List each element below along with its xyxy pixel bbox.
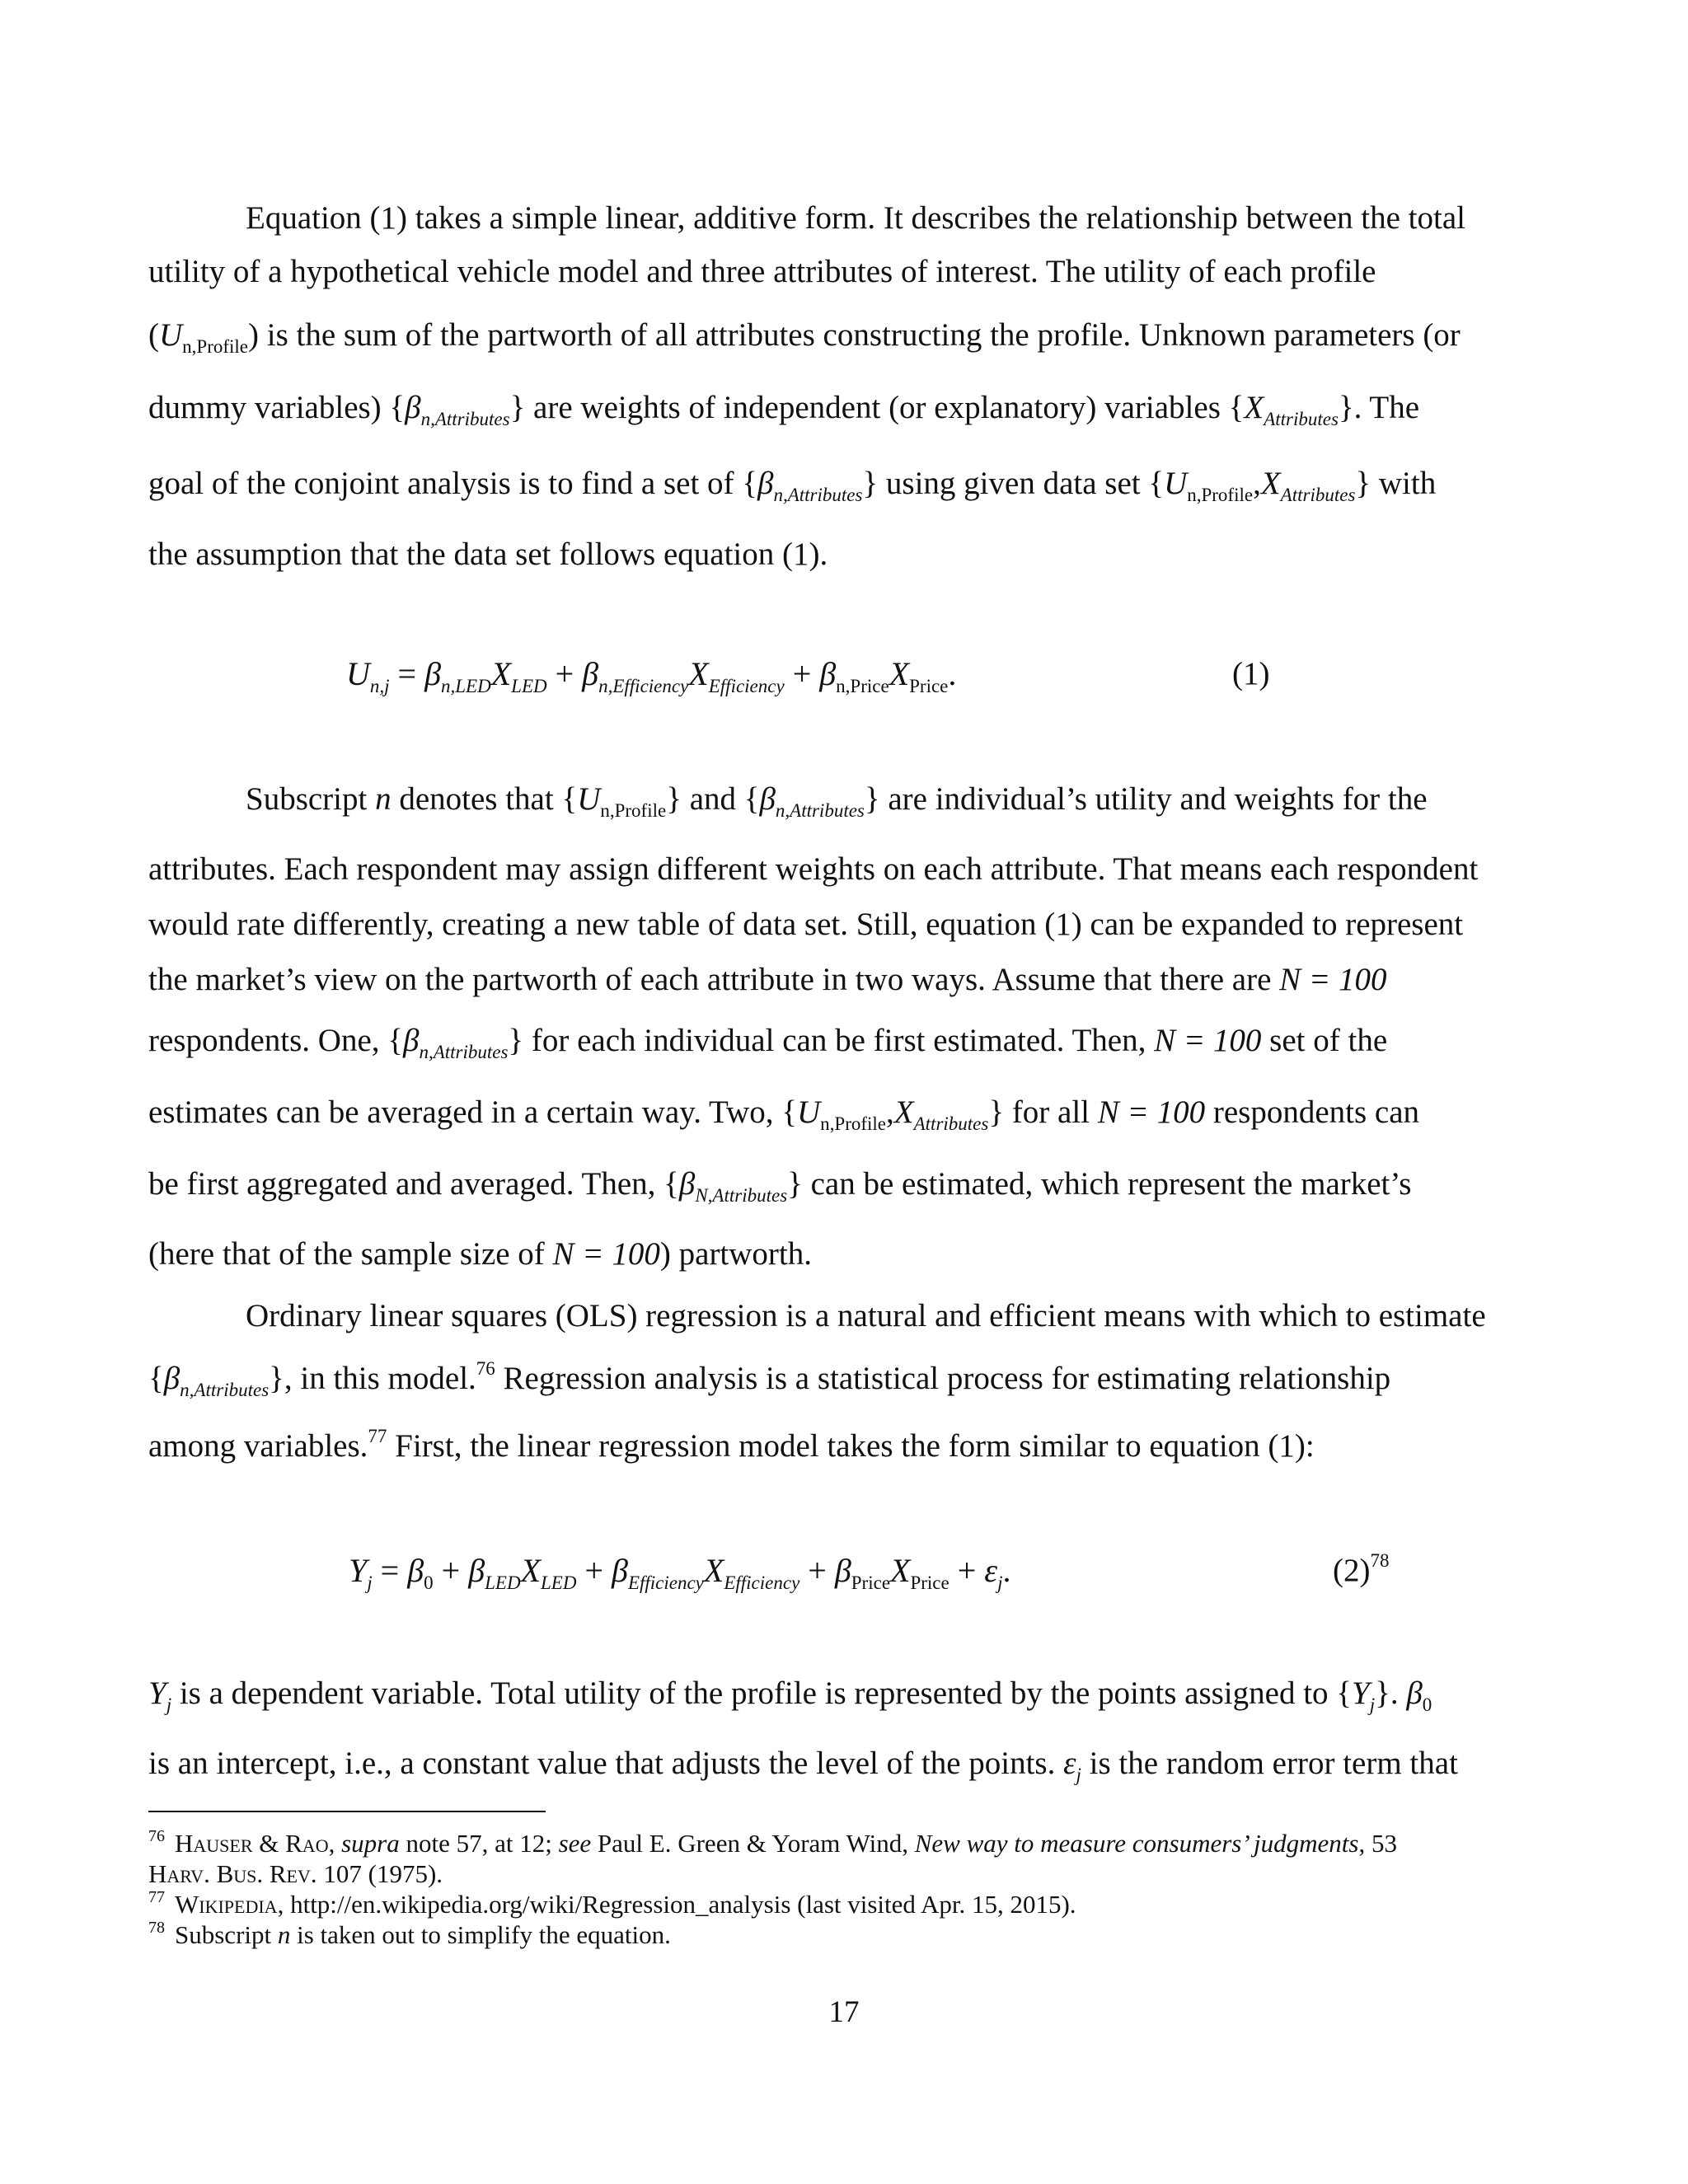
math-subscript: Price xyxy=(909,676,949,696)
paragraph-line xyxy=(148,1673,1541,1714)
paragraph-line xyxy=(148,849,1541,890)
math-symbol: ε xyxy=(984,1552,998,1589)
text: is a dependent variable. Total utility of the profile is represented by the points assigned to { xyxy=(171,1675,1353,1711)
math-subscript: n,LED xyxy=(441,676,491,696)
text: } are individual’s utility and weights for the xyxy=(864,781,1428,817)
footnote-marker: 78 xyxy=(148,1919,165,1937)
paragraph-line xyxy=(148,251,1541,293)
footnote-76-continued xyxy=(148,1858,1550,1889)
text: the assumption that the data set follows equation (1). xyxy=(148,537,828,572)
text: ) partworth. xyxy=(659,1236,812,1272)
math-subscript: LED xyxy=(511,676,547,696)
footnote-78 xyxy=(148,1919,1550,1950)
text: note 57, at 12; xyxy=(399,1829,559,1858)
math-subscript: LED xyxy=(485,1572,521,1593)
math-subscript: n,Attributes xyxy=(180,1380,270,1400)
math-subscript: Efficiency xyxy=(627,1572,704,1593)
math-expression: N = 100 xyxy=(1279,962,1387,997)
link-text[interactable]: , http://en.wikipedia.org/wiki/Regression_analysis (last visited Apr. 15, 2015). xyxy=(277,1890,1076,1919)
math-subscript: LED xyxy=(541,1572,577,1593)
text: Wikipedia xyxy=(175,1890,278,1919)
math-operator: + xyxy=(957,1552,977,1589)
math-operator: + xyxy=(555,655,574,692)
footnote-76 xyxy=(148,1828,1550,1858)
text: supra xyxy=(335,1829,400,1858)
text: }. The xyxy=(1338,390,1420,425)
math-symbol: X xyxy=(889,655,910,692)
text: Equation (1) takes a simple linear, additive form. It describes the relationship between the total xyxy=(246,200,1465,236)
math-symbol: β xyxy=(759,781,776,817)
math-punctuation: . xyxy=(1002,1552,1011,1589)
text: (here that of the sample size of xyxy=(148,1236,553,1272)
math-subscript: N,Attributes xyxy=(695,1185,788,1206)
paragraph-line xyxy=(148,1092,1541,1133)
footnote-reference[interactable]: 76 xyxy=(476,1358,495,1379)
text: would rate differently, creating a new table of data set. Still, equation (1) can be expanded to represent xyxy=(148,907,1464,942)
text: } can be estimated, which represent the market’s xyxy=(787,1166,1412,1202)
math-symbol: X xyxy=(893,1094,914,1130)
text: } with xyxy=(1355,466,1437,501)
text: (2) xyxy=(1333,1553,1371,1588)
text: Regression analysis is a statistical process for estimating relationship xyxy=(495,1361,1391,1396)
math-symbol: β xyxy=(757,466,774,501)
text: goal of the conjoint analysis is to find a set of { xyxy=(148,466,758,501)
math-symbol: β xyxy=(424,655,442,692)
math-expression: N = 100 xyxy=(1154,1023,1262,1058)
text: set of the xyxy=(1261,1023,1388,1058)
math-operator: + xyxy=(441,1552,461,1589)
footnote-reference[interactable]: 78 xyxy=(1370,1550,1390,1571)
text: respondents. One, { xyxy=(148,1023,403,1058)
math-subscript: j xyxy=(166,1694,172,1715)
text: ) is the sum of the partworth of all attributes constructing the profile. Unknown parameters (or xyxy=(248,317,1461,353)
math-symbol: U xyxy=(346,655,370,692)
math-symbol: X xyxy=(1260,466,1281,501)
page-number xyxy=(0,1994,1688,2031)
math-expression: N = 100 xyxy=(1097,1094,1206,1130)
equation-1 xyxy=(346,651,956,697)
math-subscript: j xyxy=(367,1572,373,1593)
math-symbol: β xyxy=(612,1552,628,1589)
math-symbol: Y xyxy=(1352,1675,1370,1711)
math-subscript: Attributes xyxy=(1280,485,1356,505)
text: is taken out to simplify the equation. xyxy=(290,1920,671,1949)
equation-number xyxy=(1333,1548,1389,1594)
text: respondents can xyxy=(1205,1094,1420,1130)
math-subscript: Efficiency xyxy=(724,1572,800,1593)
math-subscript: n,Profile xyxy=(1187,485,1254,505)
math-symbol: Y xyxy=(148,1675,166,1711)
math-subscript: n,Attributes xyxy=(419,1042,509,1062)
math-subscript: n,Efficiency xyxy=(598,676,689,696)
text: }. xyxy=(1375,1675,1407,1711)
text: see xyxy=(558,1829,592,1858)
math-symbol: β xyxy=(678,1166,696,1202)
paragraph-line xyxy=(148,315,1541,356)
math-operator: + xyxy=(584,1552,604,1589)
paragraph-line xyxy=(148,463,1541,504)
text: 107 (1975). xyxy=(316,1859,443,1888)
text: , 53 xyxy=(1358,1829,1397,1858)
text: denotes that { xyxy=(391,781,578,817)
text: Subscript xyxy=(175,1920,278,1949)
text: }, in this model. xyxy=(269,1361,476,1396)
math-subscript: j xyxy=(1076,1765,1081,1785)
math-subscript: 0 xyxy=(424,1572,434,1593)
math-symbol: β xyxy=(163,1361,181,1396)
text: utility of a hypothetical vehicle model and three attributes of interest. The utility of each profile xyxy=(148,254,1376,289)
text: is the random error term that xyxy=(1081,1746,1458,1781)
math-subscript: n,Price xyxy=(836,676,889,696)
text: attributes. Each respondent may assign different weights on each attribute. That means each respondent xyxy=(148,851,1479,887)
math-operator: = xyxy=(380,1552,400,1589)
text: Harv. Bus. Rev. xyxy=(148,1859,317,1888)
math-symbol: X xyxy=(688,655,709,692)
text: Subscript xyxy=(246,781,376,817)
paragraph-line xyxy=(246,198,1541,239)
text: Paul E. Green & Yoram Wind, xyxy=(591,1829,915,1858)
math-subscript: Attributes xyxy=(913,1113,989,1134)
footnote-separator xyxy=(148,1811,546,1812)
math-symbol: Y xyxy=(349,1552,368,1589)
math-symbol: β xyxy=(819,655,837,692)
math-subscript: n,Attributes xyxy=(773,485,863,505)
text: among variables. xyxy=(148,1428,368,1464)
text: } are weights of independent (or explanatory) variables { xyxy=(509,390,1245,425)
math-symbol: β xyxy=(407,1552,424,1589)
math-symbol: β xyxy=(403,1023,420,1058)
paragraph-line xyxy=(148,1164,1541,1205)
math-punctuation: . xyxy=(948,655,957,692)
paragraph-line xyxy=(148,387,1541,429)
footnote-marker: 77 xyxy=(148,1888,165,1906)
text: , xyxy=(886,1094,894,1130)
paragraph-line xyxy=(246,1296,1541,1337)
text: ( xyxy=(148,317,159,353)
text: 17 xyxy=(828,1995,860,2029)
math-symbol: X xyxy=(490,655,512,692)
text: be first aggregated and averaged. Then, { xyxy=(148,1166,679,1202)
math-symbol: n xyxy=(375,781,392,817)
math-subscript: n,Attributes xyxy=(420,409,510,429)
math-symbol: X xyxy=(703,1552,724,1589)
math-subscript: Price xyxy=(910,1572,950,1593)
math-symbol: X xyxy=(520,1552,541,1589)
paragraph-line xyxy=(246,779,1541,820)
math-subscript: n,j xyxy=(369,676,390,696)
text: } for all xyxy=(988,1094,1098,1130)
math-expression: N = 100 xyxy=(552,1236,660,1272)
math-symbol: ε xyxy=(1063,1746,1076,1781)
text: First, the linear regression model takes the form similar to equation (1): xyxy=(387,1428,1315,1464)
math-subscript: Attributes xyxy=(1264,409,1339,429)
text: Hauser & Rao, xyxy=(175,1829,335,1858)
text: } using given data set { xyxy=(862,466,1165,501)
paragraph-line xyxy=(148,1234,1541,1275)
paragraph-line xyxy=(148,1743,1541,1784)
paragraph-line xyxy=(148,1020,1541,1062)
math-subscript: n,Profile xyxy=(820,1113,887,1134)
equation-2 xyxy=(349,1548,1010,1594)
text: } for each individual can be first estimated. Then, xyxy=(508,1023,1155,1058)
math-operator: = xyxy=(397,655,417,692)
paragraph-line xyxy=(148,959,1541,1001)
text: estimates can be averaged in a certain way. Two, { xyxy=(148,1094,797,1130)
paragraph-line xyxy=(148,904,1541,945)
math-symbol: U xyxy=(1164,466,1188,501)
math-symbol: X xyxy=(1244,390,1264,425)
math-symbol: X xyxy=(890,1552,911,1589)
math-operator: + xyxy=(808,1552,827,1589)
math-subscript: j xyxy=(997,1572,1003,1593)
math-subscript: 0 xyxy=(1422,1694,1432,1715)
math-subscript: n,Attributes xyxy=(775,800,865,821)
text: New way to measure consumers’ judgments xyxy=(914,1829,1359,1858)
text: Ordinary linear squares (OLS) regression is a natural and efficient means with which to estimate xyxy=(246,1298,1486,1333)
math-subscript: Price xyxy=(851,1572,891,1593)
text: { xyxy=(148,1361,164,1396)
math-operator: + xyxy=(792,655,812,692)
paragraph-line xyxy=(148,534,1541,575)
math-symbol: U xyxy=(797,1094,821,1130)
paragraph-line xyxy=(148,1358,1541,1399)
text: dummy variables) { xyxy=(148,390,406,425)
footnote-marker: 76 xyxy=(148,1827,165,1845)
math-subscript: j xyxy=(1369,1694,1376,1715)
footnote-77 xyxy=(148,1889,1550,1919)
math-subscript: Efficiency xyxy=(708,676,785,696)
math-symbol: β xyxy=(1406,1675,1423,1711)
math-symbol: U xyxy=(577,781,601,817)
text: n xyxy=(277,1920,291,1949)
text: the market’s view on the partworth of each attribute in two ways. Assume that there are xyxy=(148,962,1280,997)
math-symbol: U xyxy=(159,317,183,353)
text: is an intercept, i.e., a constant value that adjusts the level of the points. xyxy=(148,1746,1064,1781)
math-symbol: β xyxy=(405,390,421,425)
math-symbol: β xyxy=(468,1552,485,1589)
equation-number xyxy=(1232,651,1269,697)
text: , xyxy=(1253,466,1261,501)
paragraph-line xyxy=(148,1426,1541,1467)
text: (1) xyxy=(1232,656,1270,691)
math-symbol: β xyxy=(582,655,599,692)
math-subscript: n,Profile xyxy=(182,336,249,357)
math-subscript: n,Profile xyxy=(600,800,667,821)
text: } and { xyxy=(666,781,760,817)
math-symbol: β xyxy=(834,1552,851,1589)
footnote-reference[interactable]: 77 xyxy=(368,1426,387,1446)
